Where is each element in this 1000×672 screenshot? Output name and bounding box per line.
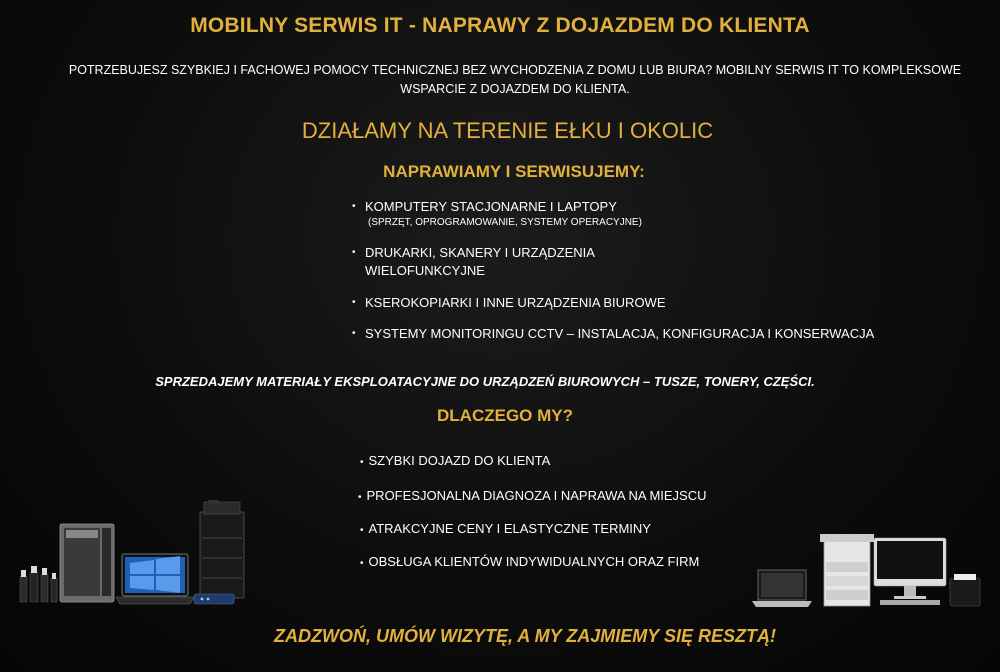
imac-icon xyxy=(874,538,946,605)
bullet: • xyxy=(360,457,364,468)
bullet: • xyxy=(352,297,356,308)
receipt-printer-icon xyxy=(950,574,980,606)
list-item xyxy=(360,553,699,573)
list-item xyxy=(352,294,666,312)
office-devices-left-illustration xyxy=(14,496,264,616)
call-to-action: ZADZWOŃ, UMÓW WIZYTĘ, A MY ZAJMIEMY SIĘ RESZTĄ! xyxy=(274,626,776,646)
list-item xyxy=(352,198,642,230)
service-label: KSEROKOPIARKI I INNE URZĄDZENIA BIUROWE xyxy=(365,295,666,310)
sales-text: SPRZEDAJEMY MATERIAŁY EKSPLOATACYJNE DO URZĄDZEŃ BIUROWYCH – TUSZE, TONERY, CZĘŚCI. xyxy=(155,374,815,389)
reason-label: SZYBKI DOJAZD DO KLIENTA xyxy=(368,453,551,468)
ink-bottles-icon xyxy=(20,566,57,602)
intro-line: POTRZEBUJESZ SZYBKIEJ I FACHOWEJ POMOCY TECHNICZNEJ BEZ WYCHODZENIA Z DOMU LUB BIURA? MOBILNY SERWIS IT TO KOMPLEKSOWE xyxy=(68,63,962,77)
service-label: KOMPUTERY STACJONARNE I LAPTOPY xyxy=(365,199,617,214)
3d-printer-icon xyxy=(60,524,114,602)
reason-label: ATRAKCYJNE CENY I ELASTYCZNE TERMINY xyxy=(368,521,651,536)
list-item xyxy=(352,244,595,280)
multifunction-printer-icon xyxy=(820,534,874,606)
service-label: SYSTEMY MONITORINGU CCTV – INSTALACJA, KONFIGURACJA I KONSERWACJA xyxy=(365,326,875,341)
services-title: NAPRAWIAMY I SERWISUJEMY: xyxy=(383,162,645,181)
why-us-title: DLACZEGO MY? xyxy=(437,406,573,425)
bullet: • xyxy=(360,525,364,536)
reason-label: OBSŁUGA KLIENTÓW INDYWIDUALNYCH ORAZ FIRM xyxy=(368,554,700,569)
bullet: • xyxy=(352,328,356,339)
service-label: WIELOFUNKCYJNE xyxy=(365,263,485,278)
list-item xyxy=(360,520,651,540)
list-item xyxy=(358,487,707,507)
service-area-title: DZIAŁAMY NA TERENIE EŁKU I OKOLIC xyxy=(301,118,714,143)
list-item xyxy=(352,325,874,343)
bullet: • xyxy=(352,201,356,212)
intro-text xyxy=(60,61,970,99)
intro-line: WSPARCIE Z DOJAZDEM DO KLIENTA. xyxy=(400,82,630,96)
service-sublabel: (SPRZĘT, OPROGRAMOWANIE, SYSTEMY OPERACYJNE) xyxy=(368,217,642,228)
office-devices-right-illustration xyxy=(750,532,988,612)
page-title: MOBILNY SERWIS IT - NAPRAWY Z DOJAZDEM DO KLIENTA xyxy=(190,14,810,37)
bullet: • xyxy=(360,558,364,569)
router-icon xyxy=(194,594,234,604)
service-label: DRUKARKI, SKANERY I URZĄDZENIA xyxy=(365,245,595,260)
laptop-icon xyxy=(752,570,812,607)
laptop-icon xyxy=(116,554,194,604)
bullet: • xyxy=(352,247,356,258)
bullet: • xyxy=(358,492,362,503)
list-item xyxy=(360,452,550,472)
reason-label: PROFESJONALNA DIAGNOZA I NAPRAWA NA MIEJSCU xyxy=(366,488,707,503)
copier-icon xyxy=(200,500,244,598)
